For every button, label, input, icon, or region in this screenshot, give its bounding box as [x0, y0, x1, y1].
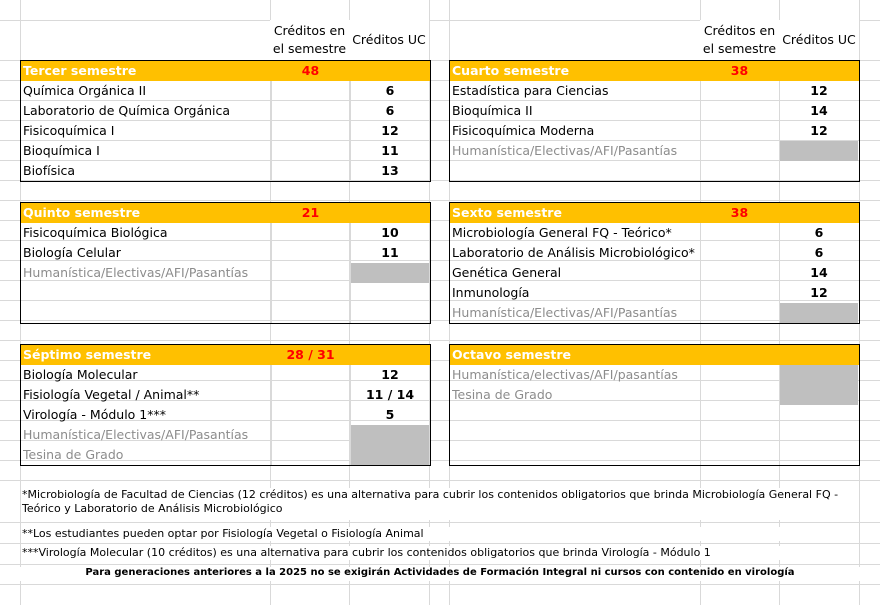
semester-title-row	[450, 203, 859, 223]
course-credits: 14	[810, 103, 828, 118]
course-credits: 14	[810, 265, 828, 280]
course-name: Genética General	[452, 265, 562, 280]
course-name: Química Orgánica II	[23, 83, 147, 98]
semester-total-credits: 28 / 31	[286, 347, 335, 362]
course-row	[450, 101, 859, 121]
course-row	[21, 445, 430, 465]
course-row	[450, 243, 859, 263]
course-row	[21, 141, 430, 161]
course-row	[21, 101, 430, 121]
course-row	[21, 243, 430, 263]
course-row	[21, 81, 430, 101]
course-credits	[351, 263, 429, 283]
semester-block	[20, 202, 431, 324]
course-row	[21, 365, 430, 385]
course-credits	[780, 365, 858, 385]
course-row	[21, 385, 430, 405]
course-row	[450, 303, 859, 323]
course-name: Virología - Módulo 1***	[23, 407, 166, 422]
semester-title-row	[21, 61, 430, 81]
final-note: Para generaciones anteriores a la 2025 no se exigirán Actividades de Formación Integral ni cursos con contenido en virología	[0, 567, 880, 581]
semester-total-credits	[700, 345, 779, 365]
course-credits: 12	[810, 83, 828, 98]
course-row	[21, 223, 430, 243]
course-credits	[780, 303, 858, 323]
course-name: Bioquímica I	[23, 143, 100, 158]
course-name: Estadística para Ciencias	[452, 83, 609, 98]
course-credits: 12	[810, 123, 828, 138]
course-row	[21, 121, 430, 141]
semester-block	[449, 344, 860, 466]
semester-total-credits: 38	[730, 63, 749, 78]
course-credits: 12	[810, 285, 828, 300]
course-name: Fisiología Vegetal / Animal**	[23, 387, 200, 402]
course-row	[21, 425, 430, 445]
course-credits	[351, 445, 429, 465]
course-name: Tesina de Grado	[23, 447, 124, 462]
footnote-fisiologia: **Los estudiantes pueden optar por Fisiología Vegetal o Fisiología Animal	[22, 527, 858, 541]
course-row	[450, 81, 859, 101]
course-name: Tesina de Grado	[452, 387, 553, 402]
course-credits: 6	[385, 103, 395, 118]
course-name: Biología Molecular	[23, 367, 138, 382]
semester-block	[20, 344, 431, 466]
course-credits: 10	[381, 225, 399, 240]
semester-block	[20, 60, 431, 182]
course-name: Bioquímica II	[452, 103, 533, 118]
semester-title: Cuarto semestre	[452, 63, 570, 78]
course-name: Biofísica	[23, 163, 76, 178]
course-credits: 13	[381, 163, 399, 178]
course-row	[450, 223, 859, 243]
course-row	[450, 283, 859, 303]
course-name: Fisicoquímica Moderna	[452, 123, 595, 138]
semester-title-row	[21, 345, 430, 365]
header-credits-semester-right: Créditos en el semestre	[700, 20, 779, 60]
course-credits: 12	[381, 123, 399, 138]
course-credits	[780, 385, 858, 405]
semester-title: Octavo semestre	[452, 347, 572, 362]
course-name: Laboratorio de Química Orgánica	[23, 103, 231, 118]
course-name: Microbiología General FQ - Teórico*	[452, 225, 672, 240]
course-credits: 6	[385, 83, 395, 98]
course-row	[21, 161, 430, 181]
course-row	[450, 121, 859, 141]
header-credits-uc-left: Créditos UC	[349, 20, 429, 60]
course-name: Humanística/Electivas/AFI/Pasantías	[452, 305, 678, 320]
course-credits: 6	[814, 225, 824, 240]
semester-title: Quinto semestre	[23, 205, 141, 220]
course-name: Humanística/Electivas/AFI/Pasantías	[23, 265, 249, 280]
semester-block	[449, 202, 860, 324]
course-name: Humanística/Electivas/AFI/Pasantías	[23, 427, 249, 442]
semester-title-row	[450, 345, 859, 365]
semester-total-credits: 48	[301, 63, 320, 78]
course-name: Biología Celular	[23, 245, 121, 260]
header-credits-uc-right: Créditos UC	[779, 20, 859, 60]
course-name: Humanística/electivas/AFI/pasantías	[452, 367, 678, 382]
semester-title-row	[21, 203, 430, 223]
course-name: Humanística/Electivas/AFI/Pasantías	[452, 143, 678, 158]
course-name: Laboratorio de Análisis Microbiológico*	[452, 245, 695, 260]
semester-title: Sexto semestre	[452, 205, 562, 220]
course-credits: 6	[814, 245, 824, 260]
header-credits-semester-left: Créditos en el semestre	[270, 20, 349, 60]
course-name: Fisicoquímica I	[23, 123, 115, 138]
course-credits: 11	[381, 245, 399, 260]
course-credits: 11	[381, 143, 399, 158]
course-row	[450, 263, 859, 283]
course-credits: 11 / 14	[365, 387, 415, 402]
course-credits	[780, 141, 858, 161]
semester-total-credits: 38	[730, 205, 749, 220]
semester-title: Tercer semestre	[23, 63, 137, 78]
semester-title: Séptimo semestre	[23, 347, 152, 362]
course-row	[450, 365, 859, 385]
course-row	[21, 263, 430, 283]
semester-total-credits: 21	[301, 205, 320, 220]
course-name: Fisicoquímica Biológica	[23, 225, 168, 240]
course-row	[21, 405, 430, 425]
course-credits: 12	[381, 367, 399, 382]
course-row	[450, 385, 859, 405]
course-credits: 5	[385, 407, 395, 422]
semester-block	[449, 60, 860, 182]
course-credits	[351, 425, 429, 445]
course-row	[450, 141, 859, 161]
footnote-microbiologia: *Microbiología de Facultad de Ciencias (12 créditos) es una alternativa para cubrir los contenidos obligatorios que brinda Microbiología General FQ - Teórico y Laboratorio de Análisis Microbiológico	[22, 488, 858, 520]
course-name: Inmunología	[452, 285, 530, 300]
semester-title-row	[450, 61, 859, 81]
footnote-virologia: ***Virología Molecular (10 créditos) es una alternativa para cubrir los contenidos obligatorios que brinda Virología - Módulo 1	[22, 546, 858, 560]
